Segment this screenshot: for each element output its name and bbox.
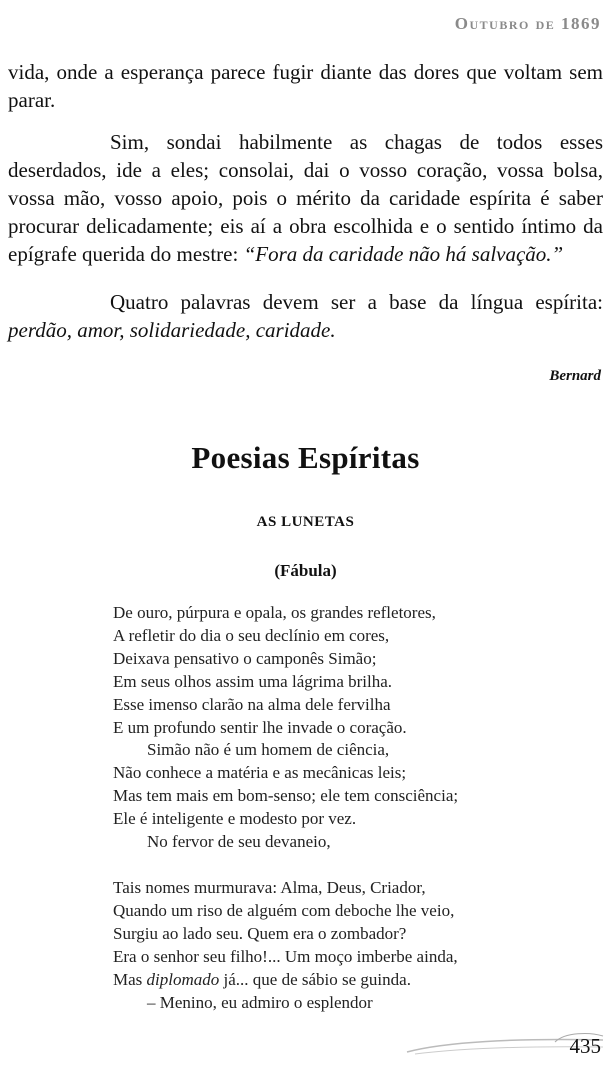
poem-line: Era o senhor seu filho!... Um moço imberbe ainda, <box>113 946 458 966</box>
poem-line: A refletir do dia o seu declínio em cores, <box>113 625 390 645</box>
epigraph-quote: “Fora da caridade não há salvação.” <box>243 242 564 266</box>
poem-subtitle: (Fábula) <box>274 561 337 580</box>
poem-line: – Menino, eu admiro o esplendor <box>147 992 373 1012</box>
poem-line: De ouro, púrpura e opala, os grandes refletores, <box>113 603 436 622</box>
paragraph-2 <box>8 128 603 268</box>
poem-line-suffix: já... que de sábio se guinda. <box>223 969 411 989</box>
poem-line <box>113 969 458 992</box>
paragraph-3 <box>8 288 603 344</box>
poem-line: E um profundo sentir lhe invade o coração. <box>113 717 407 737</box>
author-signature: Bernard <box>549 368 601 384</box>
poem-line: Quando um riso de alguém com deboche lhe veio, <box>113 900 455 920</box>
section-title: Poesias Espíritas <box>191 440 420 475</box>
poem-line: No fervor de seu devaneio, <box>147 832 331 852</box>
paragraph-1: vida, onde a esperança parece fugir diante das dores que voltam sem parar. <box>8 60 603 112</box>
poem-line: Não conhece a matéria e as mecânicas leis; <box>113 763 407 783</box>
paragraph-2-text: Sim, sondai habilmente as chagas de todos esses deserdados, ide a eles; consolai, dai o vosso coração, vossa bolsa, vossa mão, vosso apoio, pois o mérito da caridade espírita é saber procurar delicadamente; eis aí a obra escolhida e o sentido íntimo da epígrafe querida do mestre: <box>8 130 603 266</box>
running-head: Outubro de 1869 <box>454 14 601 33</box>
paragraph-3-text: Quatro palavras devem ser a base da língua espírita: <box>110 290 603 314</box>
poem-line: Deixava pensativo o camponês Simão; <box>113 648 377 668</box>
poem-line: Em seus olhos assim uma lágrima brilha. <box>113 671 393 691</box>
four-words: perdão, amor, solidariedade, caridade. <box>8 318 336 342</box>
poem-line: Tais nomes murmurava: Alma, Deus, Criador, <box>113 877 426 897</box>
poem-line: Esse imenso clarão na alma dele fervilha <box>113 694 391 714</box>
stanza-1 <box>113 602 458 854</box>
poem-line: Simão não é um homem de ciência, <box>147 740 390 760</box>
poem-title: AS LUNETAS <box>256 514 355 530</box>
page-number: 435 <box>569 1034 601 1058</box>
poem-body <box>113 602 458 1037</box>
poem-line: Surgiu ao lado seu. Quem era o zombador? <box>113 923 407 943</box>
stanza-2 <box>113 877 458 1014</box>
poem-italic-word: diplomado <box>146 969 220 989</box>
poem-line: Ele é inteligente e modesto por vez. <box>113 809 357 829</box>
poem-line-prefix: Mas <box>113 969 143 989</box>
poem-line: Mas tem mais em bom-senso; ele tem consciência; <box>113 786 459 806</box>
